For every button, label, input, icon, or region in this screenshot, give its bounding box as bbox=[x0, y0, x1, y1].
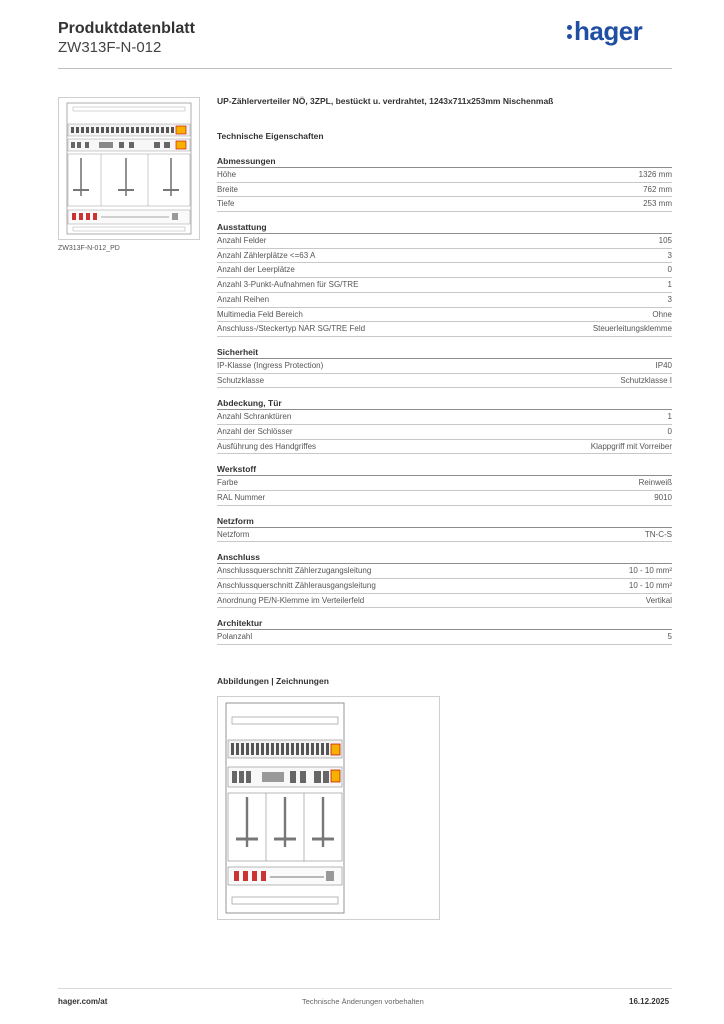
spec-value: Reinweiß bbox=[638, 478, 672, 488]
spec-row bbox=[217, 308, 672, 323]
section-title: Sicherheit bbox=[217, 346, 672, 359]
spec-label: Polanzahl bbox=[217, 632, 253, 642]
spec-value: Klappgriff mit Vorreiber bbox=[590, 441, 672, 451]
footer-website[interactable]: hager.com/at bbox=[58, 997, 108, 1006]
spec-label: Anschluss-/Steckertyp NAR SG/TRE Feld bbox=[217, 324, 366, 334]
spec-value: 10 - 10 mm² bbox=[628, 566, 672, 576]
spec-row bbox=[217, 234, 672, 249]
spec-label: Anzahl Felder bbox=[217, 236, 267, 246]
section-title: Abmessungen bbox=[217, 155, 672, 168]
spec-row bbox=[217, 476, 672, 491]
section-architektur bbox=[217, 617, 672, 645]
spec-value: 253 mm bbox=[643, 199, 672, 209]
section-title: Anschluss bbox=[217, 551, 672, 564]
spec-label: IP-Klasse (Ingress Protection) bbox=[217, 360, 324, 370]
spec-value: 1326 mm bbox=[638, 170, 672, 179]
spec-row bbox=[217, 491, 672, 506]
section-title: Architektur bbox=[217, 617, 672, 630]
spec-value: 1 bbox=[667, 280, 672, 290]
section-title: Ausstattung bbox=[217, 221, 672, 234]
spec-value: 3 bbox=[667, 294, 672, 304]
spec-value: 0 bbox=[667, 265, 672, 275]
header-divider bbox=[58, 68, 672, 69]
section-netzform bbox=[217, 515, 672, 543]
spec-label: Anzahl 3-Punkt-Aufnahmen für SG/TRE bbox=[217, 280, 359, 290]
distribution-board-drawing bbox=[218, 697, 439, 919]
spec-value: Ohne bbox=[652, 309, 672, 319]
spec-label: Anzahl Reihen bbox=[217, 294, 270, 304]
spec-label: Anschlussquerschnitt Zählerzugangsleitung bbox=[217, 566, 372, 576]
spec-row bbox=[217, 440, 672, 455]
section-sicherheit bbox=[217, 346, 672, 388]
section-anschluss bbox=[217, 551, 672, 608]
spec-value: Schutzklasse I bbox=[620, 375, 672, 385]
spec-label: Farbe bbox=[217, 478, 238, 488]
spec-value: 1 bbox=[667, 412, 672, 422]
section-title: Netzform bbox=[217, 515, 672, 528]
section-abmessungen bbox=[217, 155, 672, 212]
product-drawing bbox=[217, 696, 440, 920]
spec-table bbox=[217, 155, 672, 654]
spec-label: Multimedia Feld Bereich bbox=[217, 309, 303, 319]
product-thumbnail bbox=[58, 97, 200, 240]
spec-value: 3 bbox=[667, 250, 672, 260]
logo-text: hager bbox=[574, 16, 643, 46]
spec-value: 5 bbox=[667, 632, 672, 642]
page-title: Produktdatenblatt bbox=[58, 20, 195, 37]
spec-row bbox=[217, 197, 672, 212]
spec-label: Anschlussquerschnitt Zählerausgangsleitung bbox=[217, 581, 376, 591]
spec-row bbox=[217, 564, 672, 579]
spec-label: RAL Nummer bbox=[217, 493, 266, 502]
section-title: Werkstoff bbox=[217, 463, 672, 476]
tech-properties-heading: Technische Eigenschaften bbox=[217, 131, 324, 141]
spec-row bbox=[217, 322, 672, 337]
spec-row bbox=[217, 278, 672, 293]
spec-label: Tiefe bbox=[217, 199, 235, 209]
spec-label: Ausführung des Handgriffes bbox=[217, 441, 317, 451]
spec-label: Schutzklasse bbox=[217, 375, 265, 385]
product-description: UP-Zählerverteiler NÖ, 3ZPL, bestückt u. verdrahtet, 1243x711x253mm Nischenmaß bbox=[217, 96, 554, 106]
spec-row bbox=[217, 168, 672, 183]
spec-row bbox=[217, 425, 672, 440]
spec-label: Anzahl Zählerplätze <=63 A bbox=[217, 250, 316, 260]
footer-date: 16.12.2025 bbox=[629, 997, 670, 1006]
section-title: Abdeckung, Tür bbox=[217, 397, 672, 410]
figures-heading: Abbildungen | Zeichnungen bbox=[217, 676, 329, 686]
section-werkstoff bbox=[217, 463, 672, 505]
spec-row bbox=[217, 528, 672, 543]
spec-row bbox=[217, 410, 672, 425]
spec-value: TN-C-S bbox=[644, 529, 672, 539]
section-abdeckung-tuer bbox=[217, 397, 672, 454]
logo-dots-icon bbox=[567, 22, 572, 41]
section-ausstattung bbox=[217, 221, 672, 337]
thumbnail-caption: ZW313F-N-012_PD bbox=[58, 245, 120, 252]
footer-note: Technische Änderungen vorbehalten bbox=[302, 997, 424, 1006]
spec-value: 10 - 10 mm² bbox=[628, 581, 672, 591]
spec-label: Anzahl Schranktüren bbox=[217, 412, 292, 422]
product-code: ZW313F-N-012 bbox=[58, 39, 162, 56]
spec-row bbox=[217, 579, 672, 594]
spec-value: Vertikal bbox=[645, 595, 672, 605]
spec-value: Steuerleitungsklemme bbox=[592, 324, 672, 334]
spec-value: IP40 bbox=[655, 360, 672, 370]
spec-label: Höhe bbox=[217, 170, 237, 179]
spec-label: Anordnung PE/N-Klemme im Verteilerfeld bbox=[217, 595, 365, 605]
spec-label: Anzahl der Schlösser bbox=[217, 426, 293, 436]
spec-row bbox=[217, 630, 672, 645]
spec-row bbox=[217, 594, 672, 609]
hager-logo bbox=[567, 16, 642, 47]
spec-label: Anzahl der Leerplätze bbox=[217, 265, 295, 275]
spec-row bbox=[217, 183, 672, 198]
spec-value: 9010 bbox=[654, 493, 672, 502]
footer-divider bbox=[58, 988, 672, 989]
spec-row bbox=[217, 359, 672, 374]
spec-value: 105 bbox=[658, 236, 672, 246]
spec-label: Netzform bbox=[217, 529, 250, 539]
spec-label: Breite bbox=[217, 184, 238, 194]
spec-row bbox=[217, 263, 672, 278]
spec-value: 762 mm bbox=[643, 184, 672, 194]
spec-row bbox=[217, 374, 672, 389]
spec-value: 0 bbox=[667, 426, 672, 436]
distribution-board-thumbnail-drawing bbox=[59, 98, 199, 239]
spec-row bbox=[217, 249, 672, 264]
spec-row bbox=[217, 293, 672, 308]
